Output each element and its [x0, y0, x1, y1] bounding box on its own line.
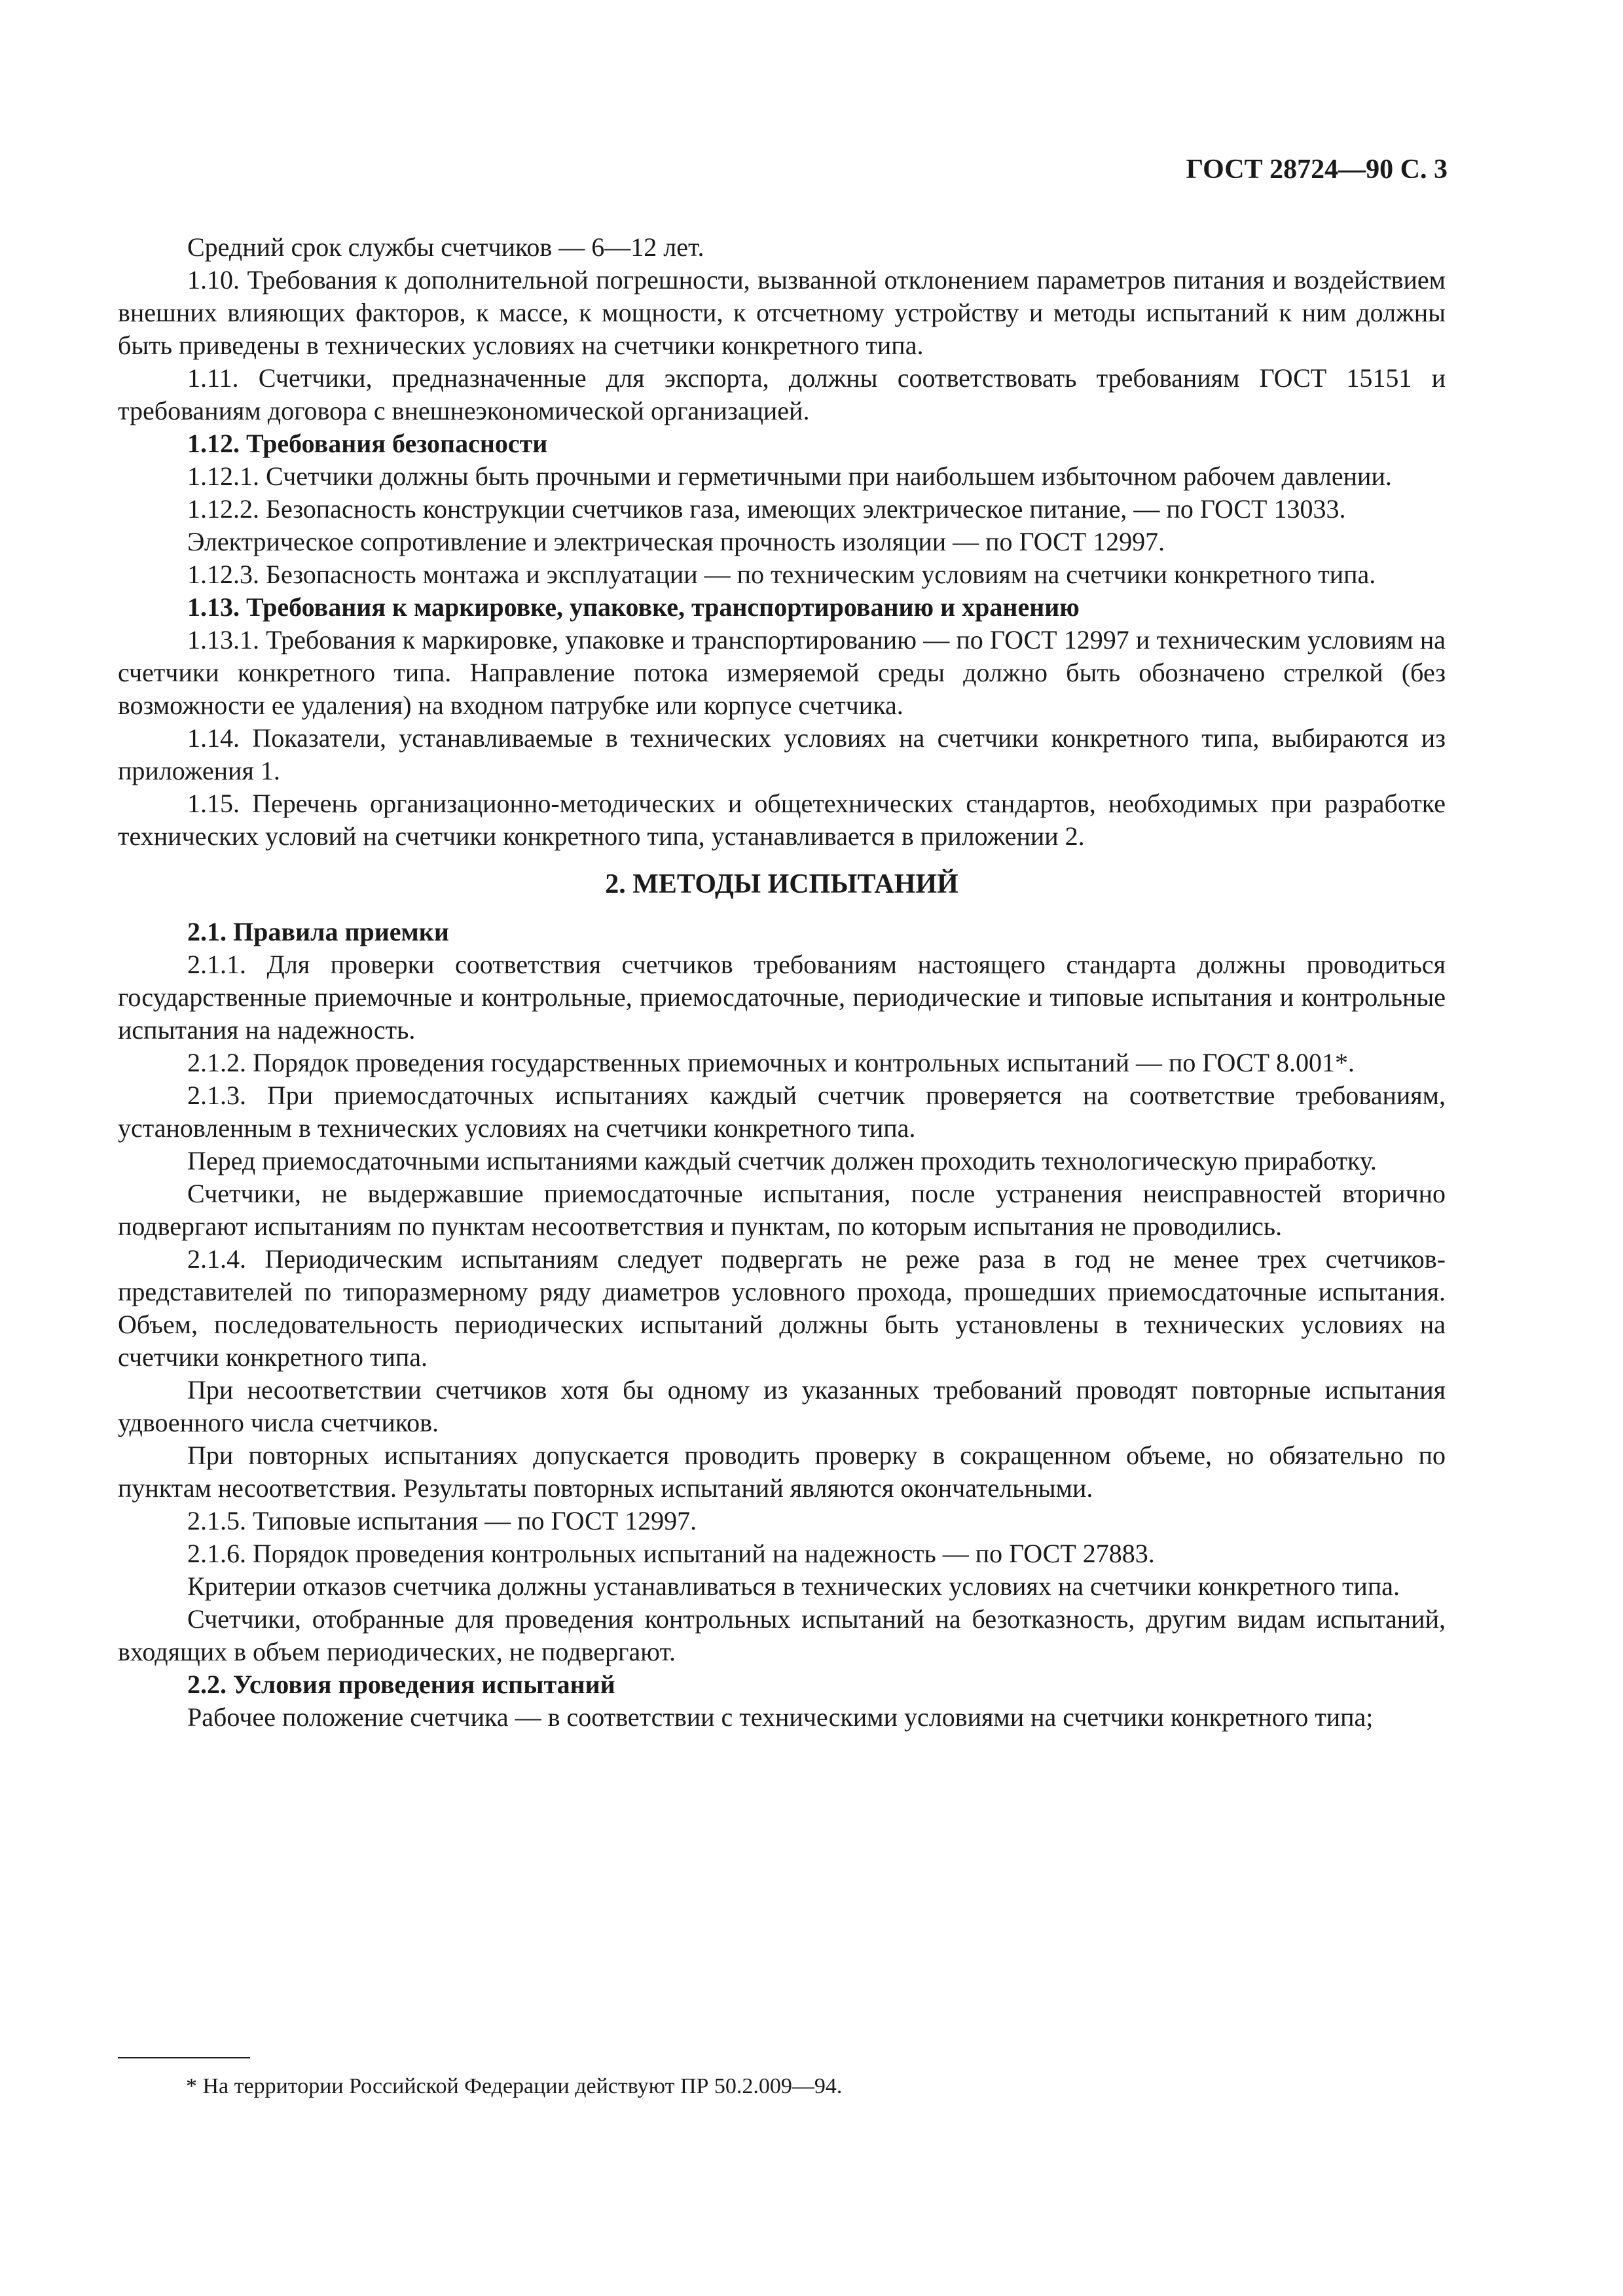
paragraph: 1.14. Показатели, устанавливаемые в технических условиях на счетчики конкретного типа, выбираются из приложения 1. [118, 723, 1446, 785]
running-header: ГОСТ 28724—90 С. 3 [1186, 154, 1448, 185]
paragraph: 1.12.2. Безопасность конструкции счетчиков газа, имеющих электрическое питание, — по ГОСТ 13033. [187, 494, 1346, 524]
paragraph: Средний срок службы счетчиков — 6—12 лет. [187, 232, 704, 262]
paragraph: При повторных испытаниях допускается проводить проверку в сокращенном объеме, но обязательно по пунктам несоответствия. Результаты повторных испытаний являются окончательными. [118, 1441, 1446, 1503]
paragraph: 2.1.1. Для проверки соответствия счетчиков требованиям настоящего стандарта должны проводиться государственные приемочные и контрольные, приемосдаточные, периодические и типовые испытания и контрольные испытания на надежность. [118, 950, 1446, 1045]
document-body [118, 231, 1446, 1734]
paragraph: 2.1.2. Порядок проведения государственных приемочных и контрольных испытаний — по ГОСТ 8.001*. [187, 1048, 1355, 1077]
paragraph: Рабочее положение счетчика — в соответствии с техническими условиями на счетчики конкретного типа; [187, 1702, 1374, 1732]
subsection-heading: 2.2. Условия проведения испытаний [187, 1670, 615, 1699]
paragraph: 2.1.6. Порядок проведения контрольных испытаний на надежность — по ГОСТ 27883. [187, 1539, 1155, 1568]
paragraph: 1.11. Счетчики, предназначенные для экспорта, должны соответствовать требованиям ГОСТ 15151 и требованиям договора с внешнеэкономической организацией. [118, 363, 1446, 425]
paragraph: Электрическое сопротивление и электрическая прочность изоляции — по ГОСТ 12997. [187, 527, 1165, 556]
paragraph: При несоответствии счетчиков хотя бы одному из указанных требований проводят повторные испытания удвоенного числа счетчиков. [118, 1375, 1446, 1437]
subsection-heading: 1.13. Требования к маркировке, упаковке, транспортированию и хранению [187, 592, 1080, 622]
paragraph: 2.1.3. При приемосдаточных испытаниях каждый счетчик проверяется на соответствие требованиям, установленным в технических условиях на счетчики конкретного типа. [118, 1081, 1446, 1143]
paragraph: 1.12.1. Счетчики должны быть прочными и герметичными при наибольшем избыточном рабочем давлении. [187, 461, 1392, 491]
paragraph: Счетчики, отобранные для проведения контрольных испытаний на безотказность, другим видам испытаний, входящих в объем периодических, не подвергают. [118, 1604, 1446, 1666]
paragraph: 2.1.4. Периодическим испытаниям следует подвергать не реже раза в год не менее трех счетчиков-представителей по типоразмерному ряду диаметров условного прохода, прошедших приемосдаточные испытания. Объем, последовательность периодических испытаний должны быть установлены в технических условиях на счетчики конкретного типа. [118, 1244, 1446, 1372]
subsection-heading: 2.1. Правила приемки [187, 917, 449, 946]
paragraph: 2.1.5. Типовые испытания — по ГОСТ 12997. [187, 1506, 697, 1535]
footnote-divider [118, 2057, 250, 2058]
paragraph: Счетчики, не выдержавшие приемосдаточные испытания, после устранения неисправностей вторично подвергают испытаниям по пунктам несоответствия и пунктам, по которым испытания не проводились. [118, 1179, 1446, 1241]
footnote: * На территории Российской Федерации действуют ПР 50.2.009—94. [186, 2074, 843, 2098]
paragraph: 1.13.1. Требования к маркировке, упаковке и транспортированию — по ГОСТ 12997 и техническим условиям на счетчики конкретного типа. Направление потока измеряемой среды должно быть обозначено стрелкой (без возможности ее удаления) на входном патрубке или корпусе счетчика. [118, 625, 1446, 720]
paragraph: 1.15. Перечень организационно-методических и общетехнических стандартов, необходимых при разработке технических условий на счетчики конкретного типа, устанавливается в приложении 2. [118, 789, 1446, 851]
paragraph: Перед приемосдаточными испытаниями каждый счетчик должен проходить технологическую приработку. [187, 1146, 1377, 1175]
subsection-heading: 1.12. Требования безопасности [187, 429, 548, 458]
section-heading: 2. МЕТОДЫ ИСПЫТАНИЙ [605, 869, 958, 899]
paragraph: 1.12.3. Безопасность монтажа и эксплуатации — по техническим условиям на счетчики конкретного типа. [187, 560, 1376, 589]
paragraph: 1.10. Требования к дополнительной погрешности, вызванной отклонением параметров питания и воздействием внешних влияющих факторов, к массе, к мощности, к отсчетному устройству и методы испытаний к ним должны быть приведены в технических условиях на счетчики конкретного типа. [118, 265, 1446, 360]
paragraph: Критерии отказов счетчика должны устанавливаться в технических условиях на счетчики конкретного типа. [187, 1571, 1400, 1601]
